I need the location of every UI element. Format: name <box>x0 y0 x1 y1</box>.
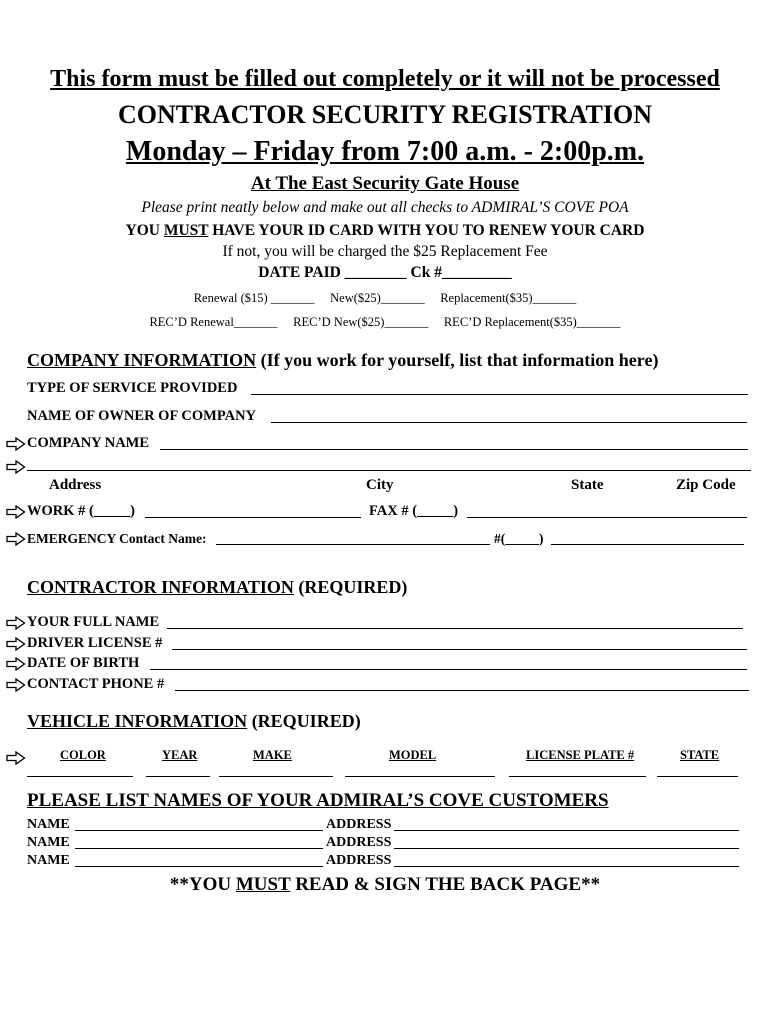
state-caption: State <box>571 477 604 493</box>
customer-address-label: ADDRESS <box>326 817 392 832</box>
form-title: CONTRACTOR SECURITY REGISTRATION <box>117 100 653 129</box>
emergency-number-label: #(_____) <box>494 531 544 546</box>
arrow-right-icon <box>6 505 26 519</box>
arrow-right-icon <box>6 657 26 671</box>
arrow-right-icon <box>6 616 26 630</box>
fax-field[interactable] <box>467 517 747 518</box>
arrow-right-icon <box>6 460 26 474</box>
arrow-right-icon <box>6 637 26 651</box>
company-heading-note: (If you work for yourself, list that information here) <box>256 350 659 370</box>
vehicle-model-field[interactable] <box>345 776 495 777</box>
id-card-notice-pre: YOU <box>125 222 164 239</box>
vehicle-color-header: COLOR <box>60 748 106 762</box>
sign-notice-must: MUST <box>235 874 291 895</box>
owner-field[interactable] <box>271 422 747 423</box>
customer-name-field[interactable] <box>75 830 323 831</box>
customer-address-label: ADDRESS <box>326 835 392 850</box>
customer-name-field[interactable] <box>75 848 323 849</box>
contractor-heading-title: CONTRACTOR INFORMATION <box>27 577 294 597</box>
date-of-birth-field[interactable] <box>150 669 747 670</box>
fee-options-row: Renewal ($15) _______ New($25)_______ Replacement($35)_______ <box>193 291 577 305</box>
customer-address-field[interactable] <box>394 830 739 831</box>
customer-name-field[interactable] <box>75 866 323 867</box>
emergency-contact-field[interactable] <box>216 544 490 545</box>
contact-phone-field[interactable] <box>175 690 749 691</box>
id-card-notice-post: HAVE YOUR ID CARD WITH YOU TO RENEW YOUR CARD <box>208 222 645 239</box>
emergency-contact-label: EMERGENCY Contact Name: <box>27 531 207 546</box>
driver-license-field[interactable] <box>172 649 747 650</box>
vehicle-heading-title: VEHICLE INFORMATION <box>27 711 248 731</box>
sign-back-page-notice <box>0 874 770 896</box>
service-field[interactable] <box>251 394 748 395</box>
vehicle-state-field[interactable] <box>657 776 738 777</box>
sign-notice-post: READ & SIGN THE BACK PAGE** <box>290 874 601 895</box>
address-caption: Address <box>49 477 102 493</box>
customers-heading: PLEASE LIST NAMES OF YOUR ADMIRAL’S COVE CUSTOMERS <box>27 790 609 811</box>
fax-label: FAX # (_____) <box>369 503 459 519</box>
customer-name-label: NAME <box>27 835 70 850</box>
full-name-field[interactable] <box>167 628 743 629</box>
vehicle-heading <box>27 711 361 732</box>
arrow-right-icon <box>6 751 26 765</box>
location: At The East Security Gate House <box>250 173 520 194</box>
arrow-right-icon <box>6 678 26 692</box>
print-instructions: Please print neatly below and make out all checks to ADMIRAL’S COVE POA <box>141 199 629 216</box>
office-hours: Monday – Friday from 7:00 a.m. - 2:00p.m. <box>125 136 645 167</box>
vehicle-make-header: MAKE <box>253 748 292 762</box>
company-name-field[interactable] <box>160 449 748 450</box>
full-name-label: YOUR FULL NAME <box>27 614 160 630</box>
contractor-heading-note: (REQUIRED) <box>293 577 408 597</box>
form-notice: This form must be filled out completely or it will not be processed <box>50 66 720 92</box>
customer-address-field[interactable] <box>394 866 739 867</box>
vehicle-model-header: MODEL <box>389 748 437 762</box>
vehicle-license-plate-field[interactable] <box>509 776 646 777</box>
service-label: TYPE OF SERVICE PROVIDED <box>27 380 238 396</box>
date-paid-line: DATE PAID ________ Ck #_________ <box>258 264 512 281</box>
driver-license-label: DRIVER LICENSE # <box>27 635 163 651</box>
sign-notice-pre: **YOU <box>169 874 236 895</box>
id-card-notice-must: MUST <box>163 222 209 239</box>
work-phone-label: WORK # (_____) <box>27 503 135 519</box>
emergency-number-field[interactable] <box>551 544 744 545</box>
vehicle-year-header: YEAR <box>162 748 198 762</box>
city-caption: City <box>366 477 394 493</box>
date-of-birth-label: DATE OF BIRTH <box>27 655 140 671</box>
vehicle-heading-note: (REQUIRED) <box>247 711 361 731</box>
arrow-right-icon <box>6 437 26 451</box>
vehicle-license-plate-header: LICENSE PLATE # <box>526 748 635 762</box>
replacement-fee-note: If not, you will be charged the $25 Replacement Fee <box>222 243 548 260</box>
customer-address-field[interactable] <box>394 848 739 849</box>
contact-phone-label: CONTACT PHONE # <box>27 676 165 692</box>
company-name-label: COMPANY NAME <box>27 435 150 451</box>
customer-address-label: ADDRESS <box>326 853 392 868</box>
vehicle-state-header: STATE <box>680 748 720 762</box>
zip-code-caption: Zip Code <box>676 477 736 493</box>
contractor-heading <box>27 577 407 598</box>
work-phone-field[interactable] <box>145 517 361 518</box>
owner-label: NAME OF OWNER OF COMPANY <box>27 408 257 424</box>
vehicle-year-field[interactable] <box>146 776 210 777</box>
customer-name-label: NAME <box>27 853 70 868</box>
fee-received-row: REC’D Renewal_______ REC’D New($25)_______ REC’D Replacement($35)_______ <box>149 315 621 329</box>
id-card-notice <box>0 222 770 240</box>
vehicle-make-field[interactable] <box>219 776 333 777</box>
vehicle-color-field[interactable] <box>27 776 133 777</box>
company-heading-title: COMPANY INFORMATION <box>27 350 257 370</box>
arrow-right-icon <box>6 532 26 546</box>
customer-name-label: NAME <box>27 817 70 832</box>
address-field[interactable] <box>27 470 751 471</box>
company-heading <box>27 350 658 371</box>
